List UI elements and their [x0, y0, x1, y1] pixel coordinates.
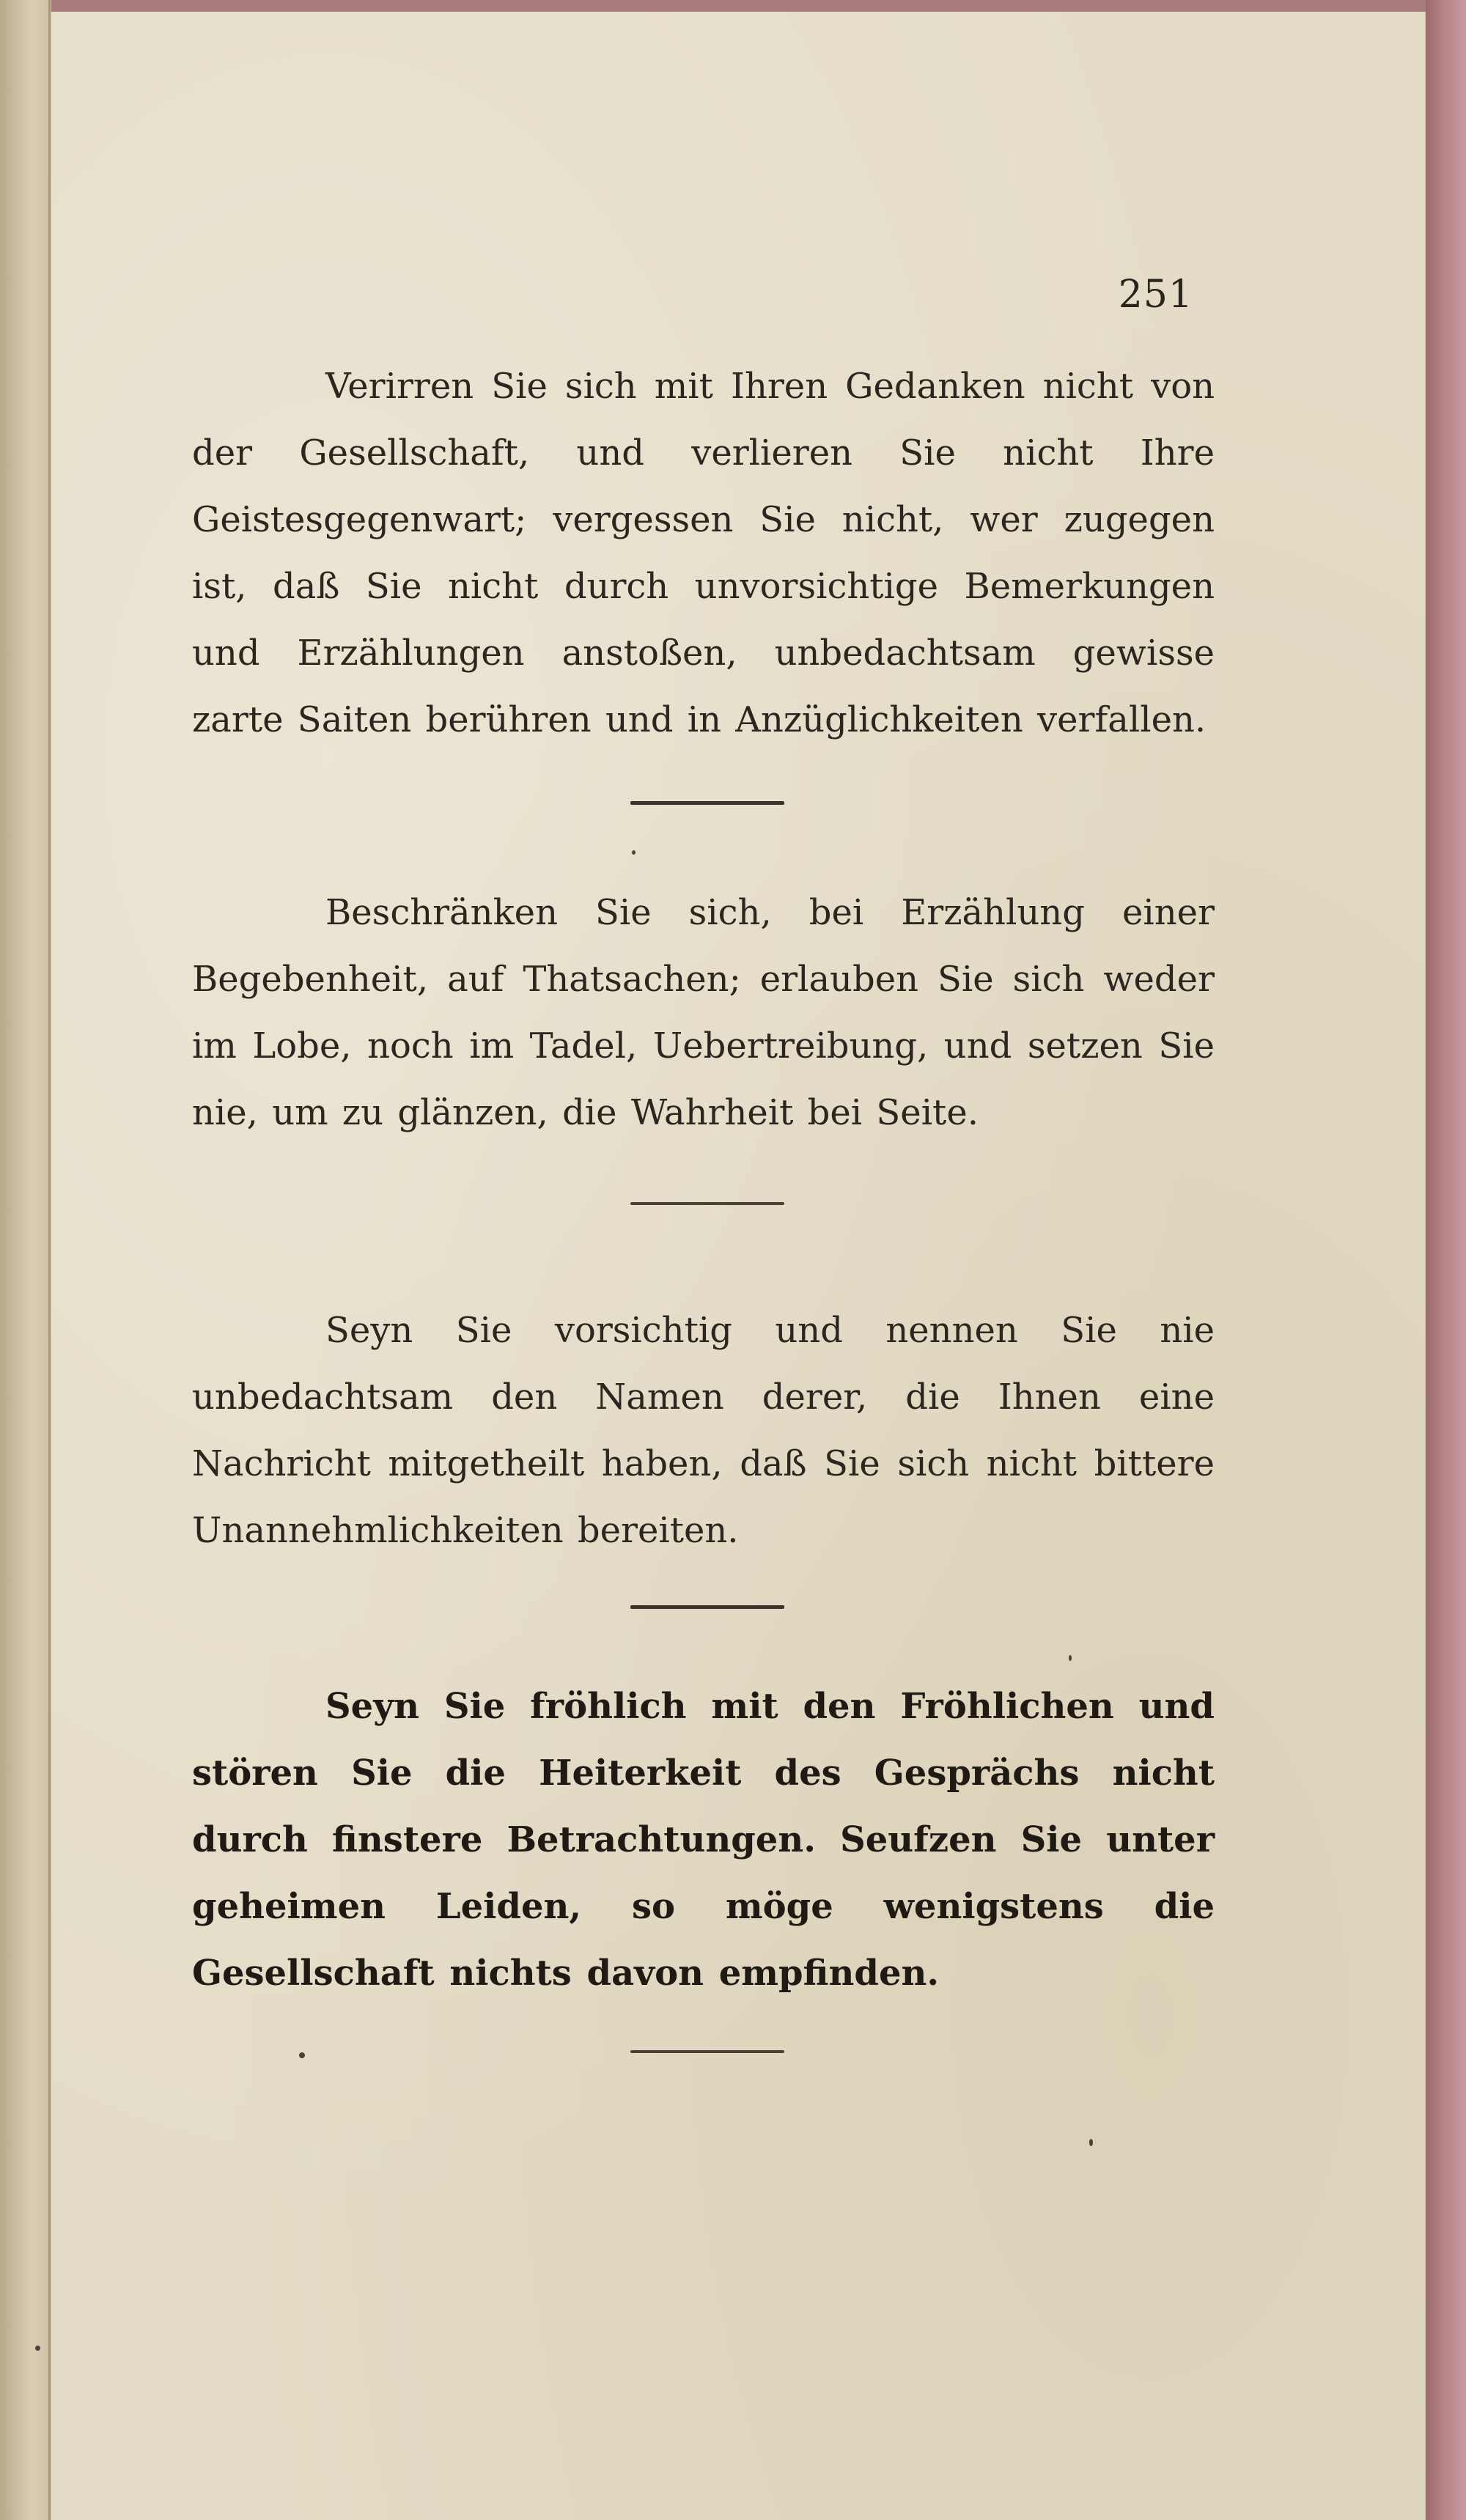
section-divider-4: [630, 2050, 784, 2053]
page-number: 251: [1118, 273, 1193, 317]
paragraph-3: Seyn Sie vorsichtig und nennen Sie nie unbedachtsam den Namen derer, die Ihnen eine Nachricht mitgetheilt haben, daß Sie sich nicht bittere Unannehmlichkeiten bereiten.: [192, 1310, 1215, 1551]
page-fold-line: [48, 0, 51, 2520]
section-divider-1: [630, 801, 784, 805]
section-divider-2: [630, 1202, 784, 1205]
ink-speck: [299, 2052, 305, 2058]
scan-edge-left: [0, 0, 51, 2520]
section-divider-3: [630, 1605, 784, 1609]
scan-edge-right: [1426, 0, 1466, 2520]
paragraph-2: Beschränken Sie sich, bei Erzählung einer Begebenheit, auf Thatsachen; erlauben Sie sich weder im Lobe, noch im Tadel, Uebertreibung, und setzen Sie nie, um zu glänzen, die Wahrheit bei Seite.: [192, 892, 1215, 1133]
ink-speck: [632, 850, 636, 855]
page-top-edge: [51, 0, 1429, 12]
ink-speck: [1089, 2139, 1093, 2146]
ink-speck: [1069, 1655, 1072, 1661]
ink-speck: [35, 2346, 40, 2351]
paragraph-4: Seyn Sie fröhlich mit den Fröhlichen und stören Sie die Heiterkeit des Gesprächs nicht durch finstere Betrachtungen. Seufzen Sie unter geheimen Leiden, so möge wenigstens die Gesellschaft nichts davon empfinden.: [192, 1686, 1215, 1994]
paragraph-1: Verirren Sie sich mit Ihren Gedanken nicht von der Gesellschaft, und verlieren Sie nicht Ihre Geistesgegenwart; vergessen Sie nicht, wer zugegen ist, daß Sie nicht durch unvorsichtige Bemerkungen und Erzählungen anstoßen, unbedachtsam gewisse zarte Saiten berühren und in Anzüglichkeiten verfallen.: [192, 366, 1215, 740]
